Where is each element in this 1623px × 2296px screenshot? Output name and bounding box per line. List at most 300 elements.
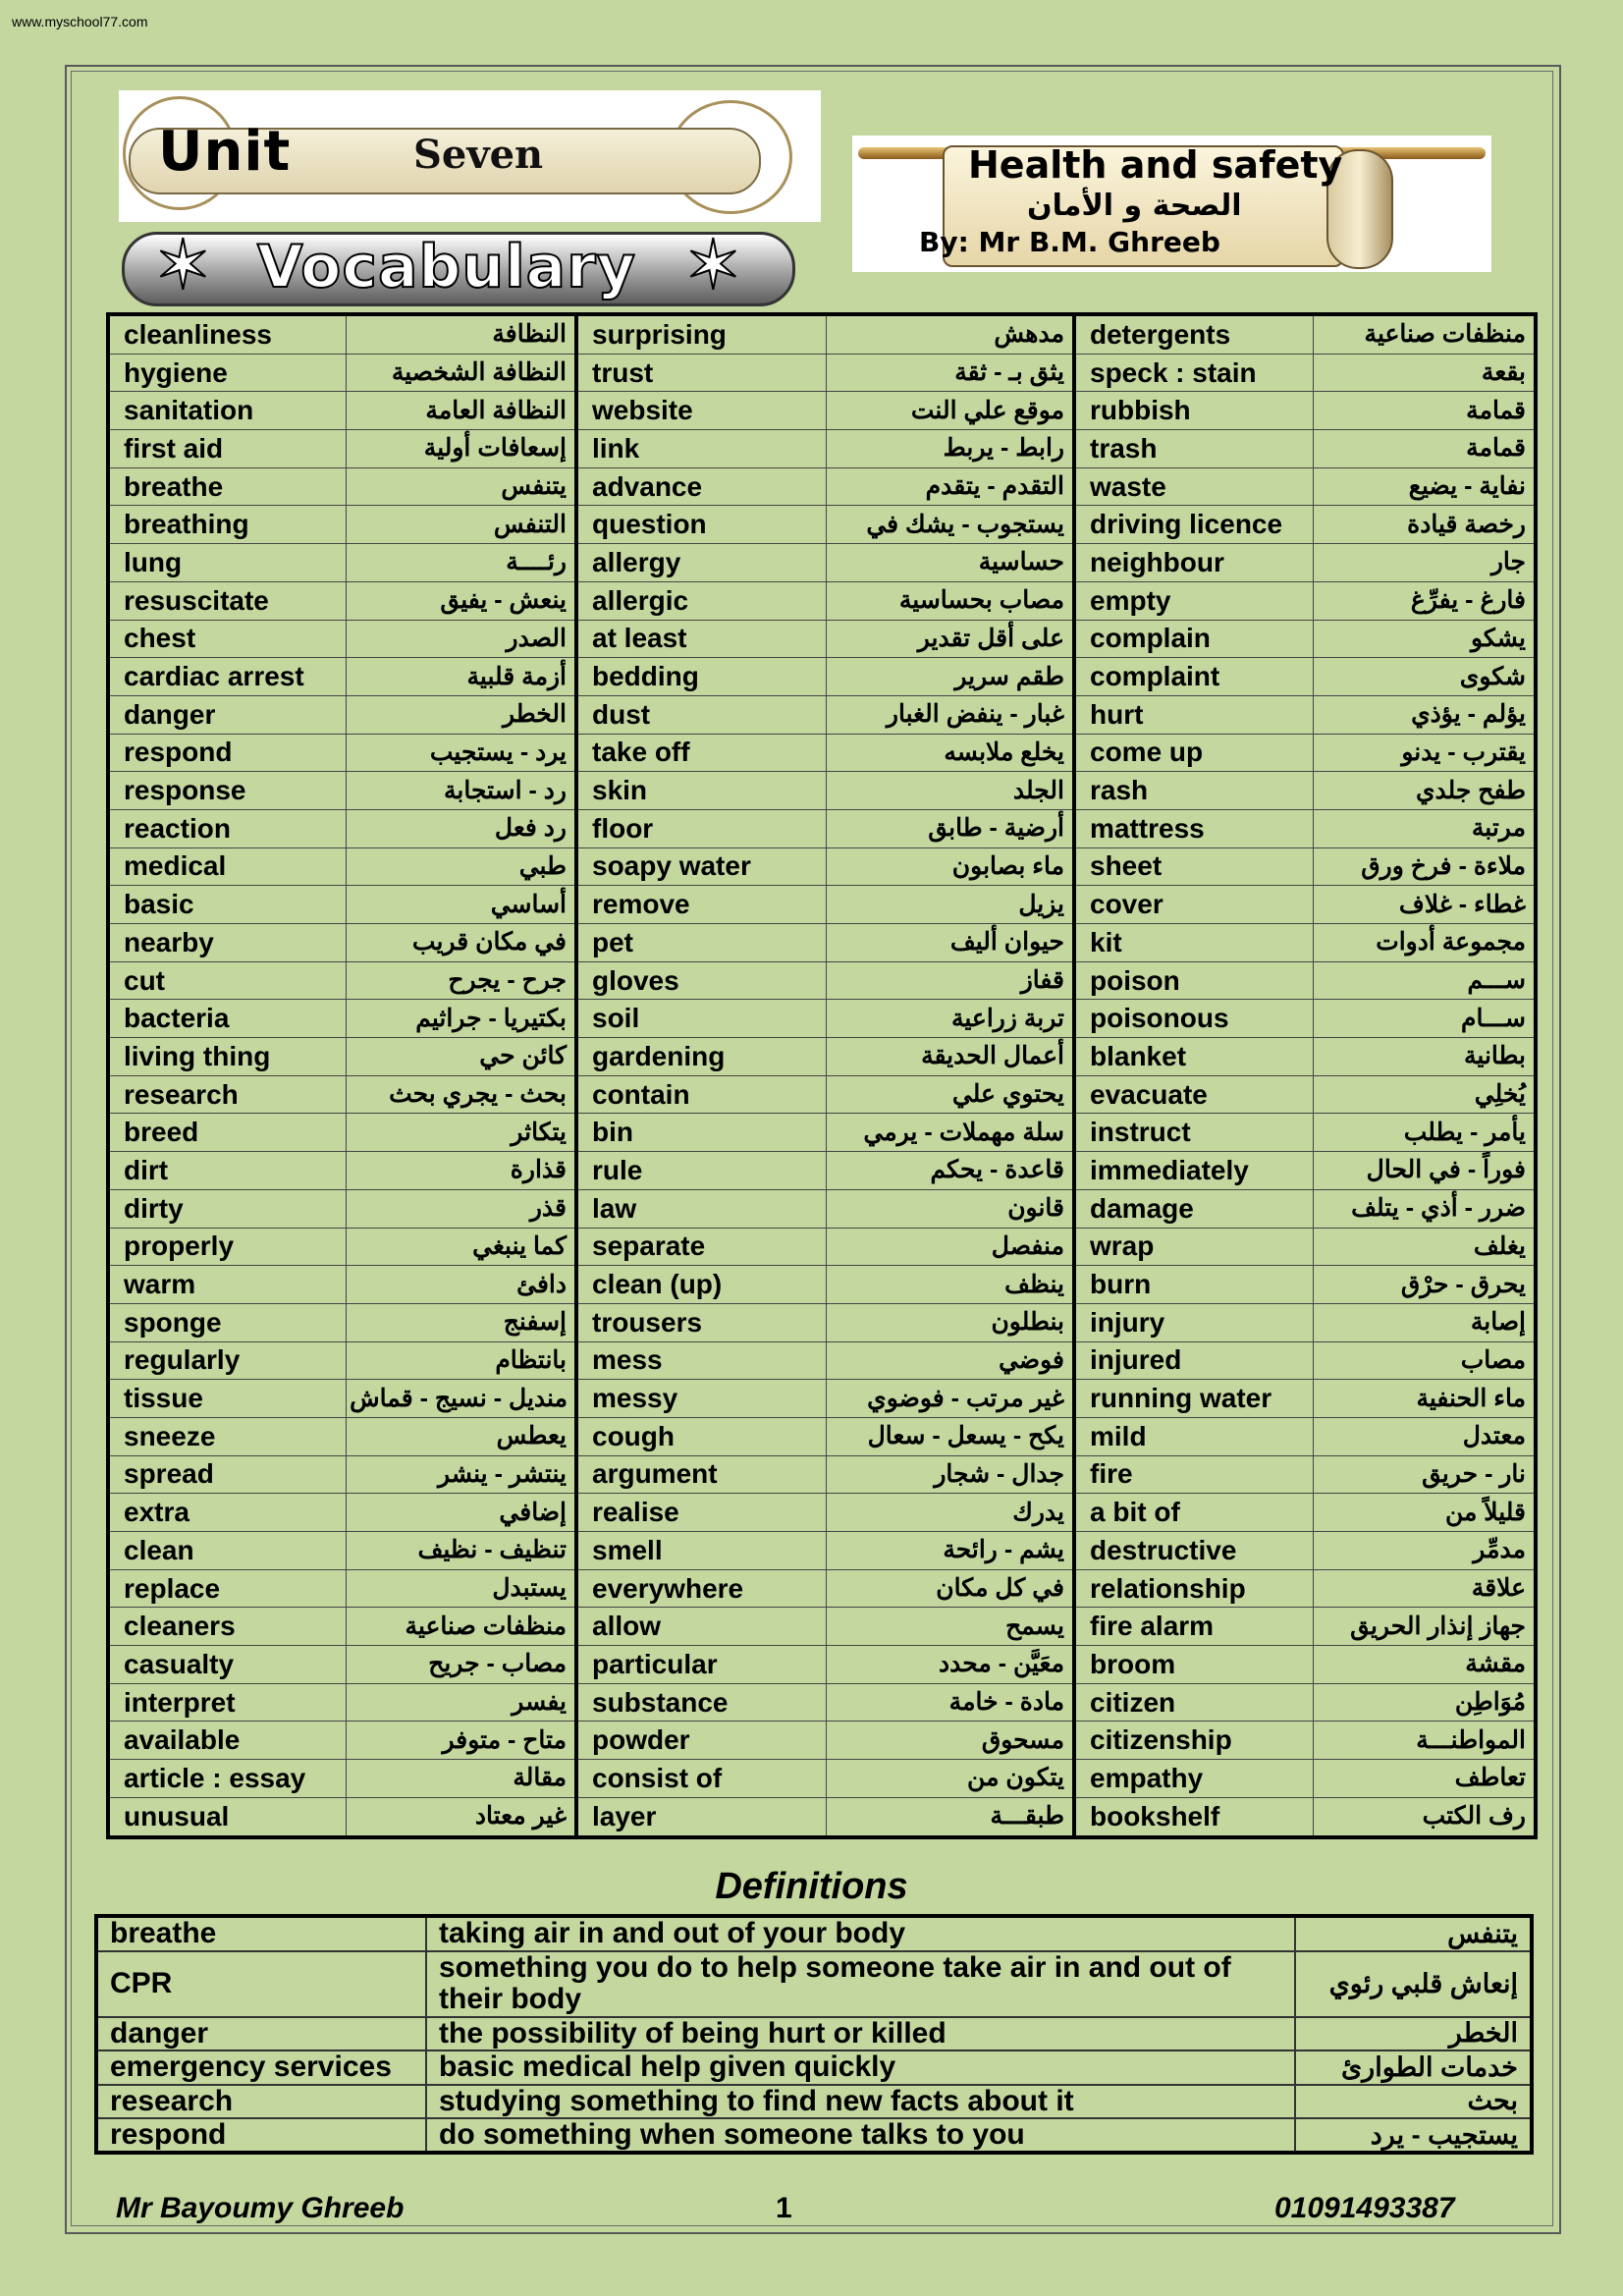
vocab-translation: قذارة [346, 1152, 576, 1190]
vocab-translation: ســـام [1313, 1000, 1536, 1038]
vocab-word: casualty [108, 1646, 346, 1684]
vocab-word: running water [1074, 1380, 1313, 1418]
vocab-translation: نار - حريق [1313, 1455, 1536, 1494]
page-number: 1 [776, 2192, 792, 2224]
definition-text: studying something to find new facts about it [426, 2085, 1295, 2118]
vocab-word: injury [1074, 1303, 1313, 1341]
topic-title-ar: الصحة و الأمان [1027, 189, 1242, 223]
definition-text: something you do to help someone take air in and out of their body [426, 1951, 1295, 2017]
vocab-word: contain [576, 1075, 826, 1114]
table-row [108, 314, 1536, 354]
vocab-word: waste [1074, 467, 1313, 506]
vocab-word: a bit of [1074, 1494, 1313, 1532]
vocab-translation: مصاب - جريح [346, 1646, 576, 1684]
vocab-translation: النظافة العامة [346, 392, 576, 430]
vocab-word: danger [108, 695, 346, 734]
vocab-translation: المواطنـــة [1313, 1722, 1536, 1760]
vocab-word: cover [1074, 886, 1313, 924]
vocab-translation: طقم سرير [826, 658, 1074, 696]
vocab-translation: معتدل [1313, 1417, 1536, 1455]
table-row [108, 1683, 1536, 1722]
vocab-word: damage [1074, 1189, 1313, 1228]
footer-phone: 01091493387 [1274, 2192, 1455, 2224]
definition-term: emergency services [96, 2050, 426, 2084]
vocab-word: chest [108, 620, 346, 658]
definition-text: the possibility of being hurt or killed [426, 2017, 1295, 2050]
star-icon: ✶ [684, 227, 742, 303]
definitions-table-body [96, 1916, 1532, 2153]
vocab-translation: يسمح [826, 1608, 1074, 1646]
vocab-translation: فارغ - يفرِّغ [1313, 581, 1536, 620]
vocab-word: basic [108, 886, 346, 924]
vocab-translation: قفاز [826, 961, 1074, 1000]
author-line: By: Mr B.M. Ghreeb [919, 226, 1220, 258]
vocab-word: surprising [576, 314, 826, 354]
vocab-translation: كائن حي [346, 1038, 576, 1076]
vocab-translation: يدرك [826, 1494, 1074, 1532]
vocab-word: instruct [1074, 1114, 1313, 1152]
vocab-word: medical [108, 847, 346, 886]
table-row [108, 1760, 1536, 1798]
vocab-word: mattress [1074, 809, 1313, 847]
definition-translation: يتنفس [1295, 1916, 1532, 1951]
vocab-word: soil [576, 1000, 826, 1038]
vocab-word: breathe [108, 467, 346, 506]
vocab-translation: يشم - رائحة [826, 1532, 1074, 1570]
vocab-word: unusual [108, 1797, 346, 1836]
vocab-translation: غير مرتب - فوضوي [826, 1380, 1074, 1418]
vocab-translation: تنظيف - نظيف [346, 1532, 576, 1570]
vocab-translation: بكتيريا - جراثيم [346, 1000, 576, 1038]
vocab-word: bacteria [108, 1000, 346, 1038]
table-row [108, 1608, 1536, 1646]
vocab-translation: يستجوب - يشك في [826, 506, 1074, 544]
vocab-translation: مصاب [1313, 1341, 1536, 1380]
vocab-translation: رد - استجابة [346, 772, 576, 810]
vocab-translation: ماء الحنفية [1313, 1380, 1536, 1418]
vocab-word: come up [1074, 734, 1313, 772]
table-row [108, 809, 1536, 847]
vocab-translation: تعاطف [1313, 1760, 1536, 1798]
topic-title-en: Health and safety [968, 143, 1343, 187]
vocab-word: rubbish [1074, 392, 1313, 430]
vocab-word: spread [108, 1455, 346, 1494]
vocab-translation: غبار - ينفض الغبار [826, 695, 1074, 734]
topic-banner [852, 136, 1491, 272]
vocab-word: messy [576, 1380, 826, 1418]
vocab-translation: قذر [346, 1189, 576, 1228]
vocab-translation: بانتظام [346, 1341, 576, 1380]
vocab-word: destructive [1074, 1532, 1313, 1570]
definitions-table [94, 1914, 1534, 2155]
vocab-word: speck : stain [1074, 354, 1313, 392]
definition-term: CPR [96, 1951, 426, 2017]
vocab-translation: فوراً - في الحال [1313, 1152, 1536, 1190]
vocab-word: detergents [1074, 314, 1313, 354]
vocab-word: available [108, 1722, 346, 1760]
vocab-word: rash [1074, 772, 1313, 810]
definition-term: danger [96, 2017, 426, 2050]
vocab-translation: مُوَاطِن [1313, 1683, 1536, 1722]
vocab-word: floor [576, 809, 826, 847]
table-row [108, 658, 1536, 696]
vocab-word: link [576, 430, 826, 468]
vocab-translation: أساسي [346, 886, 576, 924]
table-row [96, 2085, 1532, 2118]
vocab-translation: ســـم [1313, 961, 1536, 1000]
definition-text: basic medical help given quickly [426, 2050, 1295, 2084]
vocab-word: realise [576, 1494, 826, 1532]
vocab-translation: مجموعة أدوات [1313, 924, 1536, 962]
vocab-translation: أعمال الحديقة [826, 1038, 1074, 1076]
vocabulary-title: Vocabulary [257, 233, 636, 301]
vocab-translation: علاقة [1313, 1569, 1536, 1608]
vocab-translation: جار [1313, 544, 1536, 582]
vocab-word: extra [108, 1494, 346, 1532]
table-row [108, 1075, 1536, 1114]
vocab-translation: التنفس [346, 506, 576, 544]
vocab-translation: قليلاً من [1313, 1494, 1536, 1532]
table-row [108, 506, 1536, 544]
table-row [108, 1038, 1536, 1076]
vocab-translation: سلة مهملات - يرمي [826, 1114, 1074, 1152]
vocab-word: breathing [108, 506, 346, 544]
vocab-word: dirty [108, 1189, 346, 1228]
table-row [108, 1228, 1536, 1266]
vocab-word: sponge [108, 1303, 346, 1341]
vocab-word: interpret [108, 1683, 346, 1722]
vocab-translation: متاح - متوفر [346, 1722, 576, 1760]
table-row [96, 2050, 1532, 2084]
vocab-translation: يثق بـ - ثقة [826, 354, 1074, 392]
vocab-translation: ضرر - أذي - يتلف [1313, 1189, 1536, 1228]
vocab-translation: منديل - نسيج - قماش [346, 1380, 576, 1418]
table-row [108, 1569, 1536, 1608]
star-icon: ✶ [154, 227, 212, 303]
definition-text: taking air in and out of your body [426, 1916, 1295, 1951]
vocab-word: poisonous [1074, 1000, 1313, 1038]
vocab-translation: قمامة [1313, 430, 1536, 468]
table-row [96, 1916, 1532, 1951]
vocab-word: powder [576, 1722, 826, 1760]
vocab-translation: في كل مكان [826, 1569, 1074, 1608]
definition-translation: إنعاش قلبي رئوي [1295, 1951, 1532, 2017]
vocab-word: allergy [576, 544, 826, 582]
vocab-word: response [108, 772, 346, 810]
footer-author: Mr Bayoumy Ghreeb [116, 2192, 405, 2224]
vocab-translation: طبي [346, 847, 576, 886]
vocab-translation: ينظف [826, 1266, 1074, 1304]
vocab-word: blanket [1074, 1038, 1313, 1076]
vocab-word: article : essay [108, 1760, 346, 1798]
vocab-word: resuscitate [108, 581, 346, 620]
table-row [96, 1951, 1532, 2017]
table-row [108, 886, 1536, 924]
vocab-translation: دافئ [346, 1266, 576, 1304]
vocab-translation: يتنفس [346, 467, 576, 506]
vocab-word: law [576, 1189, 826, 1228]
vocab-translation: الخطر [346, 695, 576, 734]
unit-number-word: Seven [413, 132, 544, 178]
vocab-translation: رد فعل [346, 809, 576, 847]
vocab-word: cardiac arrest [108, 658, 346, 696]
vocab-word: mild [1074, 1417, 1313, 1455]
vocab-word: trash [1074, 430, 1313, 468]
definition-translation: يستجيب - يرد [1295, 2118, 1532, 2153]
definition-term: respond [96, 2118, 426, 2153]
vocab-word: substance [576, 1683, 826, 1722]
table-row [108, 620, 1536, 658]
vocab-word: argument [576, 1455, 826, 1494]
vocab-translation: يتكون من [826, 1760, 1074, 1798]
table-row [108, 430, 1536, 468]
vocab-translation: شكوى [1313, 658, 1536, 696]
vocab-word: lung [108, 544, 346, 582]
vocab-word: trousers [576, 1303, 826, 1341]
table-row [108, 354, 1536, 392]
vocab-translation: كما ينبغي [346, 1228, 576, 1266]
vocab-word: replace [108, 1569, 346, 1608]
vocab-translation: موقع علي النت [826, 392, 1074, 430]
definition-translation: الخطر [1295, 2017, 1532, 2050]
vocab-translation: رابط - يربط [826, 430, 1074, 468]
vocabulary-table [106, 312, 1538, 1839]
vocab-word: question [576, 506, 826, 544]
vocab-word: advance [576, 467, 826, 506]
vocab-word: everywhere [576, 1569, 826, 1608]
vocab-translation: ملاءة - فرخ ورق [1313, 847, 1536, 886]
table-row [108, 581, 1536, 620]
vocab-word: smell [576, 1532, 826, 1570]
vocab-word: kit [1074, 924, 1313, 962]
vocab-word: clean [108, 1532, 346, 1570]
table-row [108, 924, 1536, 962]
vocab-translation: يستبدل [346, 1569, 576, 1608]
vocab-translation: قاعدة - يحكم [826, 1152, 1074, 1190]
vocab-translation: منفصل [826, 1228, 1074, 1266]
vocab-translation: تربة زراعية [826, 1000, 1074, 1038]
vocab-word: gardening [576, 1038, 826, 1076]
vocabulary-banner [122, 227, 795, 306]
vocab-translation: يغلف [1313, 1228, 1536, 1266]
vocab-word: wrap [1074, 1228, 1313, 1266]
table-row [108, 847, 1536, 886]
definition-term: breathe [96, 1916, 426, 1951]
vocab-word: mess [576, 1341, 826, 1380]
vocab-translation: مدهش [826, 314, 1074, 354]
table-row [108, 1114, 1536, 1152]
vocab-word: citizen [1074, 1683, 1313, 1722]
unit-banner [119, 90, 821, 222]
vocab-word: sheet [1074, 847, 1313, 886]
vocab-translation: بقعة [1313, 354, 1536, 392]
vocab-word: hygiene [108, 354, 346, 392]
table-row [108, 1455, 1536, 1494]
vocab-word: reaction [108, 809, 346, 847]
vocab-translation: حساسية [826, 544, 1074, 582]
definition-term: research [96, 2085, 426, 2118]
table-row [108, 695, 1536, 734]
table-row [96, 2017, 1532, 2050]
vocab-translation: طبقـــة [826, 1797, 1074, 1836]
vocab-translation: جهاز إنذار الحريق [1313, 1608, 1536, 1646]
site-url: www.myschool77.com [12, 14, 148, 29]
vocab-word: cleaners [108, 1608, 346, 1646]
vocab-translation: رئــــة [346, 544, 576, 582]
vocab-word: research [108, 1075, 346, 1114]
vocab-word: layer [576, 1797, 826, 1836]
vocab-translation: ينتشر - ينشر [346, 1455, 576, 1494]
vocab-word: fire [1074, 1455, 1313, 1494]
table-row [108, 1189, 1536, 1228]
vocab-translation: يحتوي علي [826, 1075, 1074, 1114]
vocab-word: cleanliness [108, 314, 346, 354]
vocab-translation: يرد - يستجيب [346, 734, 576, 772]
vocab-word: hurt [1074, 695, 1313, 734]
vocab-translation: مقالة [346, 1760, 576, 1798]
vocab-translation: أزمة قلبية [346, 658, 576, 696]
vocab-translation: يقترب - يدنو [1313, 734, 1536, 772]
vocab-word: allergic [576, 581, 826, 620]
vocab-translation: حيوان أليف [826, 924, 1074, 962]
vocab-translation: منظفات صناعية [1313, 314, 1536, 354]
vocab-translation: يفسر [346, 1683, 576, 1722]
vocab-translation: غطاء - غلاف [1313, 886, 1536, 924]
vocab-word: bedding [576, 658, 826, 696]
vocab-translation: إضافي [346, 1494, 576, 1532]
vocab-translation: مصاب بحساسية [826, 581, 1074, 620]
vocab-translation: أرضية - طابق [826, 809, 1074, 847]
vocab-word: gloves [576, 961, 826, 1000]
vocab-translation: مادة - خامة [826, 1683, 1074, 1722]
vocab-translation: مرتبة [1313, 809, 1536, 847]
vocab-translation: مدمِّر [1313, 1532, 1536, 1570]
vocab-word: bin [576, 1114, 826, 1152]
vocab-word: soapy water [576, 847, 826, 886]
vocab-word: rule [576, 1152, 826, 1190]
vocab-word: warm [108, 1266, 346, 1304]
vocab-word: relationship [1074, 1569, 1313, 1608]
table-row [108, 1000, 1536, 1038]
vocab-word: breed [108, 1114, 346, 1152]
vocab-word: dirt [108, 1152, 346, 1190]
vocab-word: fire alarm [1074, 1608, 1313, 1646]
definition-text: do something when someone talks to you [426, 2118, 1295, 2153]
vocab-translation: فوضي [826, 1341, 1074, 1380]
table-row [108, 467, 1536, 506]
table-row [108, 1646, 1536, 1684]
vocab-translation: إسفنج [346, 1303, 576, 1341]
table-row [108, 1532, 1536, 1570]
vocab-translation: بطانية [1313, 1038, 1536, 1076]
vocab-translation: يخلع ملابسه [826, 734, 1074, 772]
table-row [108, 961, 1536, 1000]
definition-translation: خدمات الطوارئ [1295, 2050, 1532, 2084]
vocab-translation: يشكو [1313, 620, 1536, 658]
vocab-translation: رف الكتب [1313, 1797, 1536, 1836]
table-row [108, 1303, 1536, 1341]
vocab-translation: يتكاثر [346, 1114, 576, 1152]
vocab-word: living thing [108, 1038, 346, 1076]
vocab-word: properly [108, 1228, 346, 1266]
vocab-translation: جدال - شجار [826, 1455, 1074, 1494]
vocab-word: evacuate [1074, 1075, 1313, 1114]
vocab-word: first aid [108, 430, 346, 468]
table-row [108, 772, 1536, 810]
vocab-word: pet [576, 924, 826, 962]
table-row [108, 392, 1536, 430]
vocab-translation: بحث - يجري بحث [346, 1075, 576, 1114]
table-row [108, 1722, 1536, 1760]
vocab-word: clean (up) [576, 1266, 826, 1304]
vocab-translation: في مكان قريب [346, 924, 576, 962]
vocab-word: nearby [108, 924, 346, 962]
vocab-translation: مقشة [1313, 1646, 1536, 1684]
vocab-translation: يأمر - يطلب [1313, 1114, 1536, 1152]
table-row [108, 1380, 1536, 1418]
table-row [108, 1417, 1536, 1455]
vocab-word: neighbour [1074, 544, 1313, 582]
vocab-translation: يعطس [346, 1417, 576, 1455]
table-row [108, 1341, 1536, 1380]
vocab-word: empathy [1074, 1760, 1313, 1798]
vocab-translation: التقدم - يتقدم [826, 467, 1074, 506]
vocabulary-table-body [108, 314, 1536, 1837]
vocab-translation: على أقل تقدير [826, 620, 1074, 658]
definition-translation: بحث [1295, 2085, 1532, 2118]
vocab-word: trust [576, 354, 826, 392]
vocab-word: poison [1074, 961, 1313, 1000]
table-row [96, 2118, 1532, 2153]
vocab-word: empty [1074, 581, 1313, 620]
vocab-translation: الصدر [346, 620, 576, 658]
vocab-word: regularly [108, 1341, 346, 1380]
vocab-translation: مسحوق [826, 1722, 1074, 1760]
vocab-translation: ينعش - يفيق [346, 581, 576, 620]
unit-word: Unit [158, 120, 292, 184]
vocab-translation: طفح جلدي [1313, 772, 1536, 810]
vocab-word: broom [1074, 1646, 1313, 1684]
vocab-word: remove [576, 886, 826, 924]
table-row [108, 1494, 1536, 1532]
vocab-word: sneeze [108, 1417, 346, 1455]
vocab-word: consist of [576, 1760, 826, 1798]
table-row [108, 1152, 1536, 1190]
vocab-translation: النظافة الشخصية [346, 354, 576, 392]
vocab-word: tissue [108, 1380, 346, 1418]
vocab-translation: نفاية - يضيع [1313, 467, 1536, 506]
vocab-word: respond [108, 734, 346, 772]
vocab-word: complain [1074, 620, 1313, 658]
table-row [108, 1797, 1536, 1836]
definitions-title: Definitions [715, 1866, 908, 1907]
vocab-translation: إصابة [1313, 1303, 1536, 1341]
vocab-translation: يكح - يسعل - سعال [826, 1417, 1074, 1455]
table-row [108, 1266, 1536, 1304]
vocab-translation: الجلد [826, 772, 1074, 810]
vocab-translation: قانون [826, 1189, 1074, 1228]
vocab-word: dust [576, 695, 826, 734]
table-row [108, 734, 1536, 772]
vocab-word: bookshelf [1074, 1797, 1313, 1836]
vocab-word: driving licence [1074, 506, 1313, 544]
vocab-translation: منظفات صناعية [346, 1608, 576, 1646]
vocab-translation: معَيَّن - محدد [826, 1646, 1074, 1684]
vocab-word: separate [576, 1228, 826, 1266]
vocab-word: sanitation [108, 392, 346, 430]
vocab-translation: قمامة [1313, 392, 1536, 430]
vocab-translation: جرح - يجرح [346, 961, 576, 1000]
